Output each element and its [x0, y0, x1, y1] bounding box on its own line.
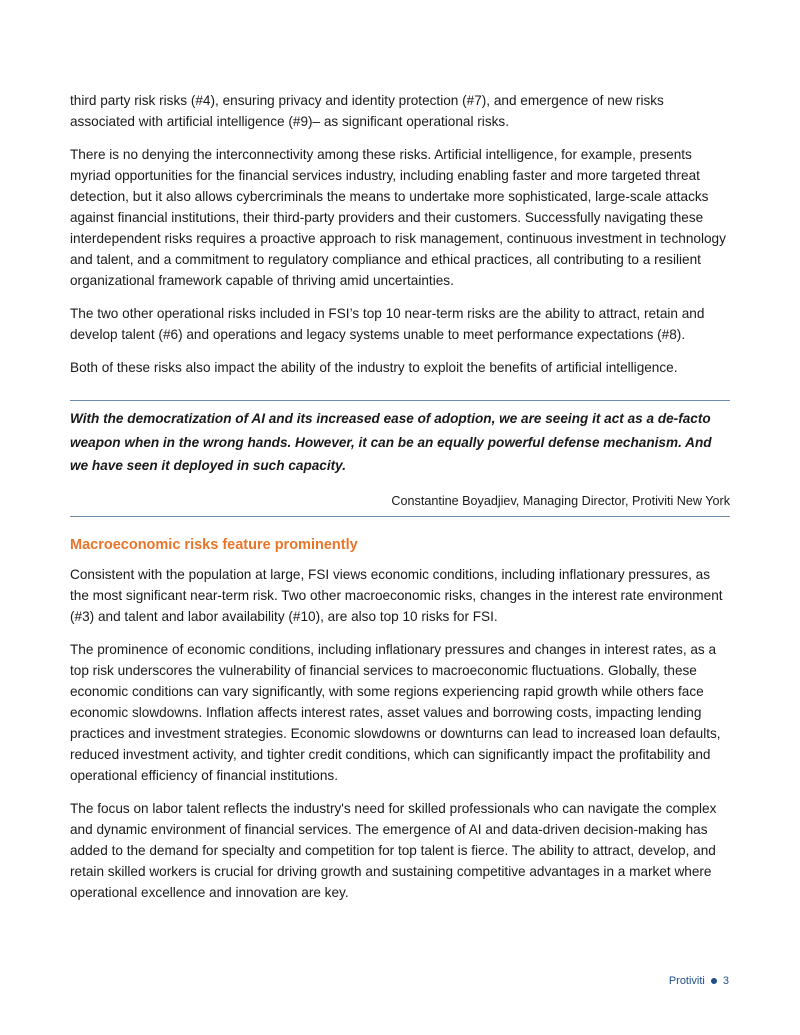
paragraph: Both of these risks also impact the ability of the industry to exploit the benefits of artificial intelligence. — [70, 360, 678, 375]
paragraph: third party risk risks (#4), ensuring privacy and identity protection (#7), and emergence of new risks associated with artificial intelligence (#9)– as significant operational risks. — [70, 93, 664, 129]
paragraph: The two other operational risks included in FSI’s top 10 near-term risks are the ability to attract, retain and develop talent (#6) and operations and legacy systems unable to meet performance expectations (#8). — [70, 306, 705, 342]
section-heading: Macroeconomic risks feature prominently — [70, 536, 358, 553]
paragraph: Consistent with the population at large, FSI views economic conditions, including inflationary pressures, as the most significant near-term risk. Two other macroeconomic risks, changes in the interest rate environment (#3) and talent and labor availability (#10), are also top 10 risks for FSI. — [70, 566, 723, 624]
page-number: 3 — [722, 975, 729, 987]
pull-quote — [70, 400, 730, 517]
paragraph: The focus on labor talent reflects the industry's need for skilled professionals who can navigate the complex and dynamic environment of financial services. The emergence of AI and data-driven decision-making has added to the demand for specialty and competition for top talent is fierce. The ability to attract, develop, and retain skilled workers is crucial for driving growth and sustaining competitive advantages in a market where operational excellence and innovation are key. — [70, 800, 717, 900]
footer-brand: Protiviti — [668, 975, 705, 987]
paragraph: There is no denying the interconnectivity among these risks. Artificial intelligence, for example, presents myriad opportunities for the financial services industry, including enabling faster and more targeted threat detection, but it also allows cybercriminals the means to undertake more sophisticated, large-scale attacks against financial institutions, their third-party providers and their customers. Successfully navigating these interdependent risks requires a proactive approach to risk management, continuous investment in technology and talent, and a commitment to regulatory compliance and ethical practices, all contributing to a resilient organizational framework capable of thriving amid uncertainties. — [70, 147, 726, 288]
document-page — [70, 90, 730, 915]
quote-attribution: Constantine Boyadjiev, Managing Director, Protiviti New York — [391, 493, 730, 508]
quote-text: With the democratization of AI and its increased ease of adoption, we are seeing it act as a de-facto weapon when in the wrong hands. However, it can be an equally powerful defense mechanism. And we have seen it deployed in such capacity. — [70, 411, 712, 473]
page-footer — [669, 975, 729, 987]
bullet-dot-icon — [711, 978, 717, 984]
paragraph: The prominence of economic conditions, including inflationary pressures and changes in interest rates, as a top risk underscores the vulnerability of financial services to macroeconomic fluctuations. Globally, these economic conditions can vary significantly, with some regions experiencing rapid growth while others face economic slowdowns. Inflation affects interest rates, asset values and borrowing costs, impacting lending practices and investment strategies. Economic slowdowns or downturns can lead to increased loan defaults, reduced investment activity, and tighter credit conditions, which can significantly impact the profitability and operational efficiency of financial institutions. — [70, 641, 721, 783]
